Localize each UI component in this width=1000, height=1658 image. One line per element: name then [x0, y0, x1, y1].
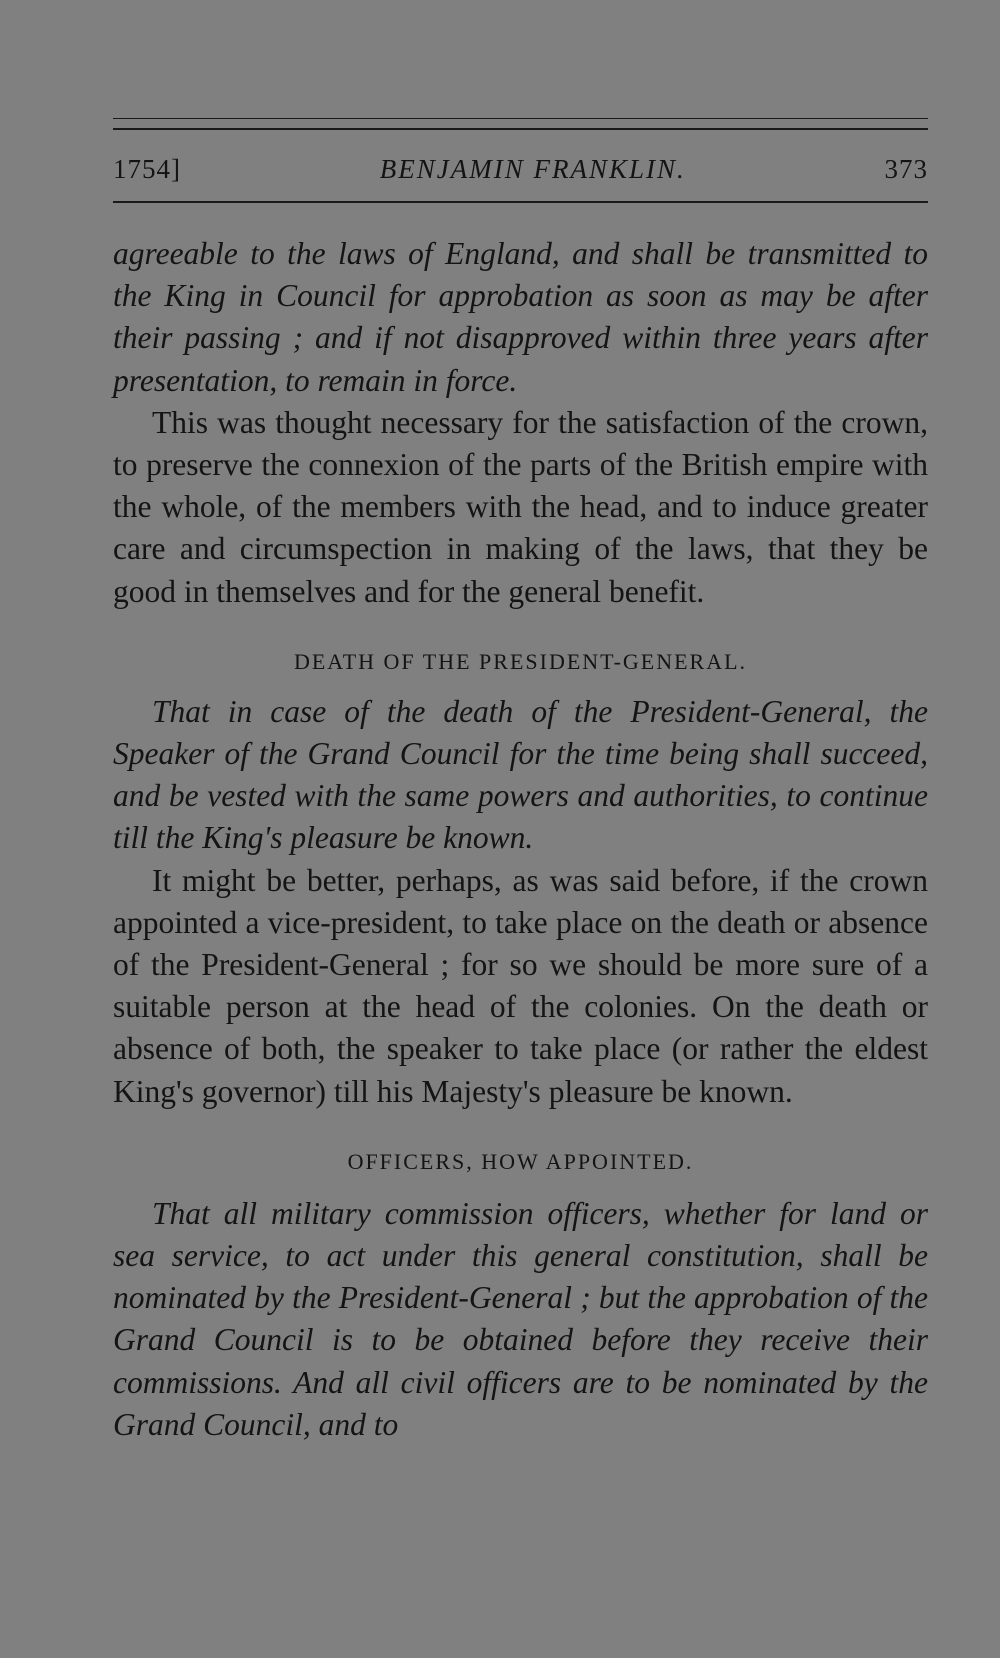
- top-rule-second: [113, 128, 928, 130]
- paragraph-italic-death: That in case of the death of the President-General, the Speaker of the Grand Council for the time being shall succeed, and be vested with the same powers and authorities, to continue till the King's pleasure be known.: [113, 693, 928, 856]
- paragraph-commentary-vice-president: It might be better, perhaps, as was said before, if the crown appointed a vice-president, to take place on the death or absence of the President-General ; for so we should be more sure of a suitable person at the head of the colonies. On the death or absence of both, the speaker to take place (or rather the eldest King's governor) till his Majesty's pleasure be known.: [113, 862, 928, 1109]
- section-heading-death: DEATH OF THE PRESIDENT-GENERAL.: [293, 648, 748, 674]
- head-underline-rule: [113, 201, 928, 203]
- book-page: [113, 118, 928, 1446]
- paragraph-italic-laws: agreeable to the laws of England, and shall be transmitted to the King in Council for approbation as soon as may be after their passing ; and if not disapproved within three years after presentation, to remain in force.: [113, 236, 928, 398]
- page-number: 373: [884, 154, 928, 184]
- section-heading-officers: OFFICERS, HOW APPOINTED.: [347, 1148, 694, 1174]
- paragraph-italic-officers: That all military commission officers, whether for land or sea service, to act under this general constitution, shall be nominated by the President-General ; but the approbation of the Grand Council is to be obtained before they receive their commissions. And all civil officers are to be nominated by the Grand Council, and to: [113, 1195, 928, 1442]
- running-head-year: 1754]: [113, 154, 181, 184]
- running-head-title: BENJAMIN FRANKLIN.: [379, 154, 686, 184]
- top-rule: [113, 118, 928, 119]
- running-head: [113, 154, 928, 188]
- paragraph-commentary-crown: This was thought necessary for the satisfaction of the crown, to preserve the connexion of the parts of the British empire with the whole, of the members with the head, and to induce greater care and circumspection in making of the laws, that they be good in themselves and for the general benefit.: [113, 404, 928, 609]
